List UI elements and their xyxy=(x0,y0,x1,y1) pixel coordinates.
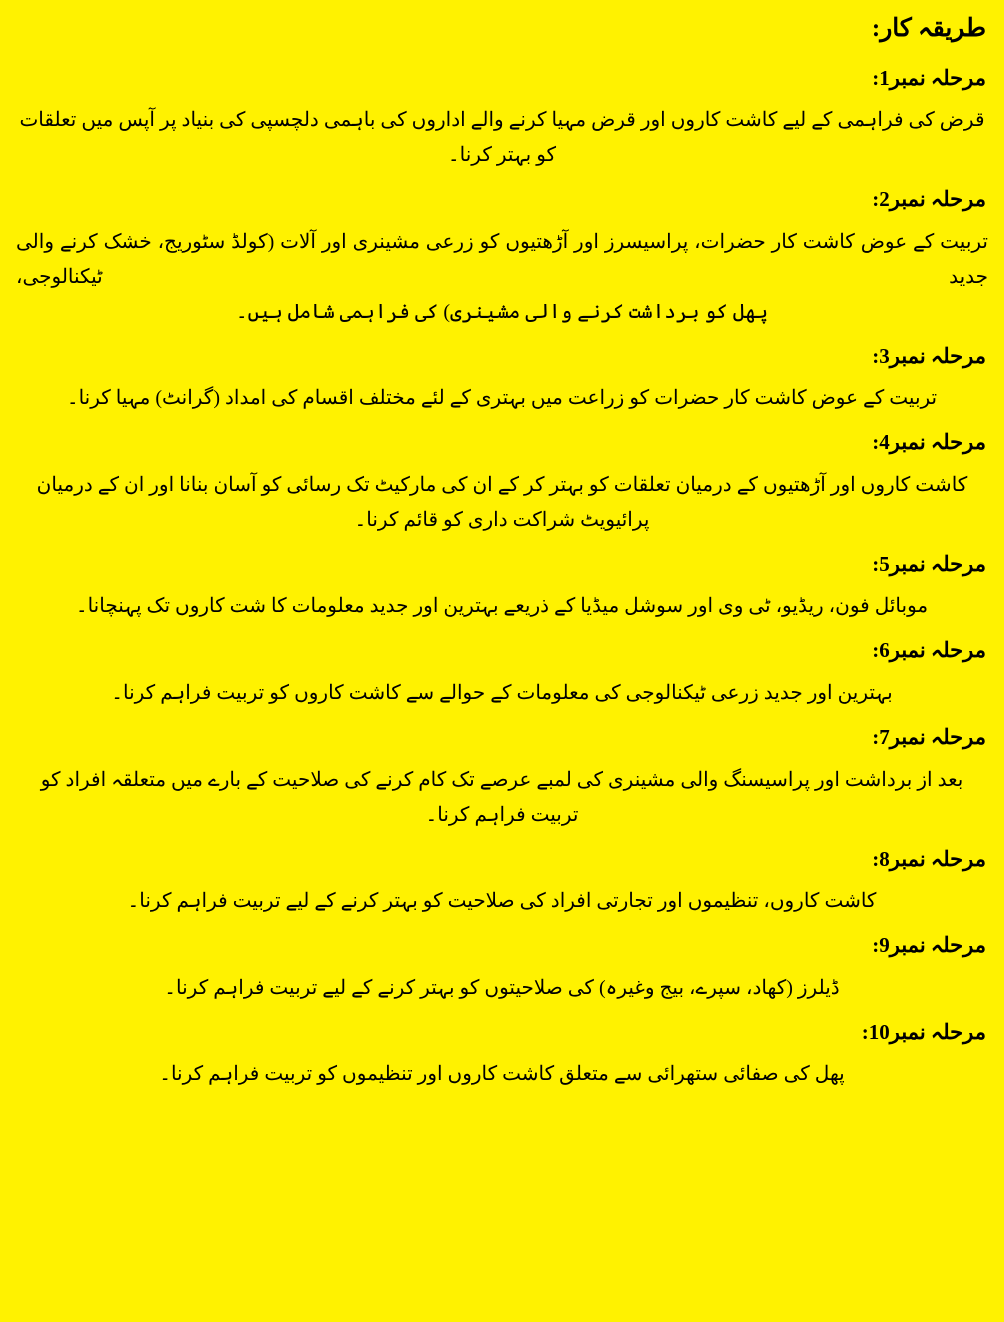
step-heading: مرحلہ نمبر2: xyxy=(872,187,986,212)
step-heading: مرحلہ نمبر4: xyxy=(872,430,986,455)
step-text-line: کاشت کاروں، تنظیموں اور تجارتی افراد کی صلاحیت کو بہتر کرنے کے لیے تربیت فراہم کرنا۔ xyxy=(127,890,877,913)
step-text-line: کاشت کاروں اور آڑھتیوں کے درمیان تعلقات کو بہتر کر کے ان کی مارکیٹ تک رسائی کو آسان بنانا اور ان کے درمیان پرائیویٹ شراکت داری کو قائم کرنا۔ xyxy=(36,473,968,531)
step-block xyxy=(14,721,990,833)
step-text xyxy=(14,1057,990,1092)
step-text-line: موبائل فون، ریڈیو، ٹی وی اور سوشل میڈیا کے ذریعے بہترین اور جدید معلومات کا شت کاروں تک پہنچانا۔ xyxy=(75,595,929,618)
page-title: طریقہ کار: xyxy=(871,15,986,42)
step-block xyxy=(14,929,990,1006)
step-heading: مرحلہ نمبر7: xyxy=(872,725,986,750)
step-text xyxy=(14,468,990,538)
step-text xyxy=(14,589,990,624)
step-heading: مرحلہ نمبر9: xyxy=(872,933,986,958)
step-text-line: تربیت کے عوض کاشت کار حضرات کو زراعت میں بہتری کے لئے مختلف اقسام کی امداد (گرانٹ) مہیا کرنا۔ xyxy=(66,387,938,410)
step-text-line: پھل کو برداشت کرنے والی مشینری) کی فراہمی شامل ہیں۔ xyxy=(235,300,769,323)
step-block xyxy=(14,340,990,417)
step-block xyxy=(14,634,990,711)
step-block xyxy=(14,843,990,920)
step-heading: مرحلہ نمبر5: xyxy=(872,551,986,576)
steps-list xyxy=(14,62,990,1093)
step-text xyxy=(14,381,990,416)
step-block xyxy=(14,1016,990,1093)
step-text xyxy=(14,103,990,173)
step-block xyxy=(14,183,990,330)
step-text xyxy=(14,884,990,919)
step-text-line: بہترین اور جدید زرعی ٹیکنالوجی کی معلومات کے حوالے سے کاشت کاروں کو تربیت فراہم کرنا۔ xyxy=(111,682,893,705)
step-text-line: پھل کی صفائی ستھرائی سے متعلق کاشت کاروں اور تنظیموں کو تربیت فراہم کرنا۔ xyxy=(159,1063,845,1086)
step-block xyxy=(14,548,990,625)
step-text-line: ڈیلرز (کھاد، سپرے، بیج وغیرہ) کی صلاحیتوں کو بہتر کرنے کے لیے تربیت فراہم کرنا۔ xyxy=(164,976,840,999)
step-heading: مرحلہ نمبر10: xyxy=(861,1019,986,1044)
step-heading: مرحلہ نمبر1: xyxy=(872,65,986,90)
step-heading: مرحلہ نمبر3: xyxy=(872,343,986,368)
step-text-line: قرض کی فراہمی کے لیے کاشت کاروں اور قرض مہیا کرنے والے اداروں کی باہمی دلچسپی کی بنیاد پر آپس میں تعلقات کو بہتر کرنا۔ xyxy=(19,109,985,167)
step-text xyxy=(14,971,990,1006)
step-heading: مرحلہ نمبر8: xyxy=(872,846,986,871)
step-heading: مرحلہ نمبر6: xyxy=(872,638,986,663)
step-block xyxy=(14,62,990,174)
step-text xyxy=(14,763,990,833)
step-text xyxy=(14,676,990,711)
step-text xyxy=(14,225,990,330)
step-block xyxy=(14,426,990,538)
step-text-line: بعد از برداشت اور پراسیسنگ والی مشینری کی لمبے عرصے تک کام کرنے کی صلاحیت کے بارے میں متعلقہ افراد کو تربیت فراہم کرنا۔ xyxy=(40,768,964,826)
step-text-line: تربیت کے عوض کاشت کار حضرات، پراسیسرز اور آڑھتیوں کو زرعی مشینری اور آلات (کولڈ سٹوریج، خشک کرنے والی جدید ٹیکنالوجی، xyxy=(16,230,988,288)
